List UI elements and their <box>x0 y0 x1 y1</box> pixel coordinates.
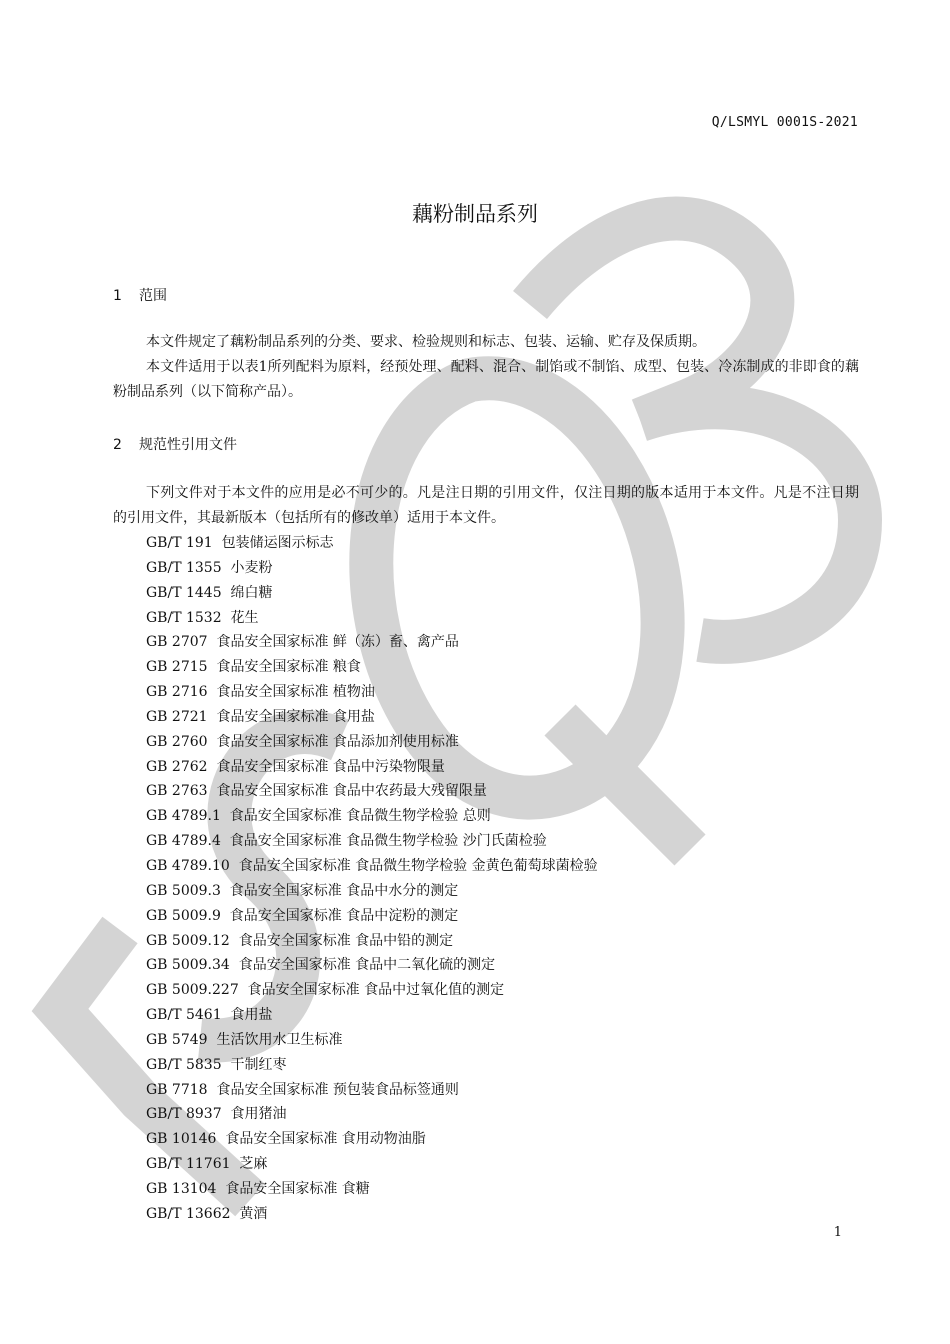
reference-list <box>146 531 598 1227</box>
section-heading-normative-references <box>113 434 237 454</box>
reference-item: GB 2762 食品安全国家标准 食品中污染物限量 <box>146 758 445 775</box>
document-title: 藕粉制品系列 <box>412 202 538 226</box>
section-title: 范围 <box>139 288 167 304</box>
paragraph: 下列文件对于本文件的应用是必不可少的。凡是注日期的引用文件，仅注日期的版本适用于本文件。凡是不注日期的引用文件，其最新版本（包括所有的修改单）适用于本文件。 <box>113 485 859 526</box>
reference-item: GB 7718 食品安全国家标准 预包装食品标签通则 <box>146 1081 459 1098</box>
reference-item: GB 2715 食品安全国家标准 粮食 <box>146 659 361 676</box>
reference-item: GB 5749 生活饮用水卫生标准 <box>146 1031 343 1048</box>
section-title: 规范性引用文件 <box>139 437 237 453</box>
reference-item: GB 2721 食品安全国家标准 食用盐 <box>146 708 375 725</box>
reference-item: GB 5009.34 食品安全国家标准 食品中二氧化硫的测定 <box>146 957 496 974</box>
reference-item: GB 13104 食品安全国家标准 食糖 <box>146 1180 370 1197</box>
reference-item: GB 2760 食品安全国家标准 食品添加剂使用标准 <box>146 733 459 750</box>
reference-item: GB/T 191 包装储运图示标志 <box>146 535 334 551</box>
reference-item: GB/T 1532 花生 <box>146 609 259 626</box>
reference-item: GB/T 5835 干制红枣 <box>146 1056 287 1073</box>
reference-item: GB 5009.227 食品安全国家标准 食品中过氧化值的测定 <box>146 982 505 999</box>
section-number: 2 <box>113 437 122 453</box>
reference-item: GB/T 5461 食用盐 <box>146 1007 273 1024</box>
section-heading-scope <box>113 285 167 305</box>
reference-item: GB 2716 食品安全国家标准 植物油 <box>146 684 375 701</box>
reference-item: GB 4789.10 食品安全国家标准 食品微生物学检验 金黄色葡萄球菌检验 <box>146 857 598 874</box>
reference-item: GB 10146 食品安全国家标准 食用动物油脂 <box>146 1131 426 1148</box>
reference-item: GB 4789.4 食品安全国家标准 食品微生物学检验 沙门氏菌检验 <box>146 833 547 850</box>
standard-code: Q/LSMYL 0001S-2021 <box>711 115 858 130</box>
reference-item: GB 5009.12 食品安全国家标准 食品中铅的测定 <box>146 932 454 949</box>
reference-item: GB 2763 食品安全国家标准 食品中农药最大残留限量 <box>146 783 487 800</box>
paragraph: 本文件规定了藕粉制品系列的分类、要求、检验规则和标志、包装、运输、贮存及保质期。 <box>146 334 706 350</box>
reference-item: GB/T 11761 芝麻 <box>146 1156 268 1173</box>
reference-item: GB/T 13662 黄酒 <box>146 1205 268 1222</box>
reference-item: GB 5009.9 食品安全国家标准 食品中淀粉的测定 <box>146 907 459 924</box>
reference-item: GB 2707 食品安全国家标准 鲜（冻）畜、禽产品 <box>146 634 459 651</box>
section-number: 1 <box>113 288 122 304</box>
page-number: 1 <box>833 1225 842 1240</box>
reference-item: GB/T 1445 绵白糖 <box>146 584 273 601</box>
reference-item: GB 5009.3 食品安全国家标准 食品中水分的测定 <box>146 882 459 899</box>
paragraph: 本文件适用于以表1所列配料为原料，经预处理、配料、混合、制馅或不制馅、成型、包装、冷冻制成的非即食的藕粉制品系列（以下简称产品）。 <box>113 359 859 400</box>
reference-item: GB 4789.1 食品安全国家标准 食品微生物学检验 总则 <box>146 808 491 825</box>
reference-item: GB/T 1355 小麦粉 <box>146 559 273 576</box>
reference-item: GB/T 8937 食用猪油 <box>146 1106 287 1123</box>
